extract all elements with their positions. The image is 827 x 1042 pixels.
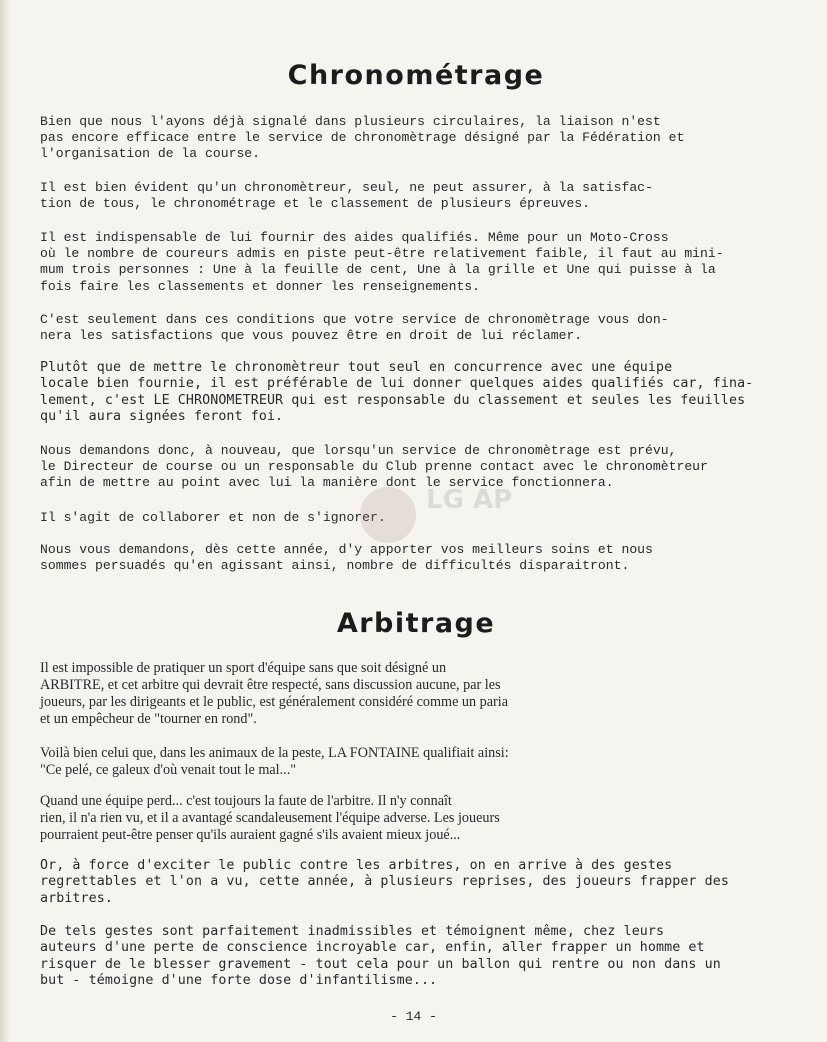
- arbitrage-paragraph-5: De tels gestes sont parfaitement inadmissibles et témoignent même, chez leurs auteurs d'une perte de conscience incroyable car, enfin, aller frapper un homme et risquer de le blesser gravement - tout cela pour un ballon qui rentre ou non dans un but - témoigne d'une forte dose d'infantilisme...: [40, 924, 721, 989]
- page-number: - 14 -: [390, 1009, 437, 1024]
- chrono-paragraph-2: Il est bien évident qu'un chronomètreur, seul, ne peut assurer, à la satisfac- tion de tous, le chronométrage et le classement de plusieurs épreuves.: [40, 180, 653, 212]
- chrono-paragraph-3: Il est indispensable de lui fournir des aides qualifiés. Même pour un Moto-Cross où le nombre de coureurs admis en piste peut-être relativement faible, il faut au mini- mum trois personnes : Une à la feuille de cent, Une à la grille et Une qui puisse à la fois faire les classements et donner les renseignements.: [40, 230, 724, 294]
- section-title-chronometrage: Chronométrage: [287, 60, 545, 91]
- watermark-text: LG AP: [426, 485, 513, 515]
- page-edge: [0, 0, 10, 1042]
- arbitrage-paragraph-4: Or, à force d'exciter le public contre les arbitres, on en arrive à des gestes regrettables et l'on a vu, cette année, à plusieurs reprises, des joueurs frapper des arbitres.: [40, 858, 729, 906]
- chrono-paragraph-5: Plutôt que de mettre le chronomètreur tout seul en concurrence avec une équipe locale bien fournie, il est préférable de lui donner quelques aides qualifiés car, fina- lement, c'est LE CHRONOMETREUR qui est responsable du classement et seules les feuilles qu'il aura signées feront foi.: [40, 360, 754, 425]
- chrono-paragraph-4: C'est seulement dans ces conditions que votre service de chronomètrage vous don- nera les satisfactions que vous pouvez être en droit de lui réclamer.: [40, 312, 669, 344]
- chrono-paragraph-8: Nous vous demandons, dès cette année, d'y apporter vos meilleurs soins et nous sommes persuadés qu'en agissant ainsi, nombre de difficultés disparaitront.: [40, 542, 653, 574]
- arbitrage-paragraph-1: Il est impossible de pratiquer un sport d'équipe sans que soit désigné un ARBITRE, et cet arbitre qui devrait être respecté, sans discussion aucune, par les joueurs, par les dirigeants et le public, est généralement considéré comme un paria et un empêcheur de "tourner en rond".: [40, 660, 509, 727]
- section-title-arbitrage: Arbitrage: [336, 608, 496, 639]
- arbitrage-paragraph-2: Voilà bien celui que, dans les animaux de la peste, LA FONTAINE qualifiait ainsi: "Ce pelé, ce galeux d'où venait tout le mal...": [40, 745, 509, 778]
- chrono-paragraph-7: Il s'agit de collaborer et non de s'ignorer.: [40, 510, 386, 525]
- chrono-paragraph-1: Bien que nous l'ayons déjà signalé dans plusieurs circulaires, la liaison n'est pas encore efficace entre le service de chronomètrage désigné par la Fédération et l'organisation de la course.: [40, 114, 685, 162]
- arbitrage-paragraph-3: Quand une équipe perd... c'est toujours la faute de l'arbitre. Il n'y connaît rien, il n'a rien vu, et il a avantagé scandaleusement l'équipe adverse. Les joueurs pourraient peut-être penser qu'ils auraient gagné s'ils avaient mieux joué...: [40, 793, 500, 843]
- chrono-paragraph-6: Nous demandons donc, à nouveau, que lorsqu'un service de chronomètrage est prévu, le Directeur de course ou un responsable du Club prenne contact avec le chronomètreur afin de mettre au point avec lui la manière dont le service fonctionnera.: [40, 443, 708, 491]
- watermark-logo: [348, 470, 513, 550]
